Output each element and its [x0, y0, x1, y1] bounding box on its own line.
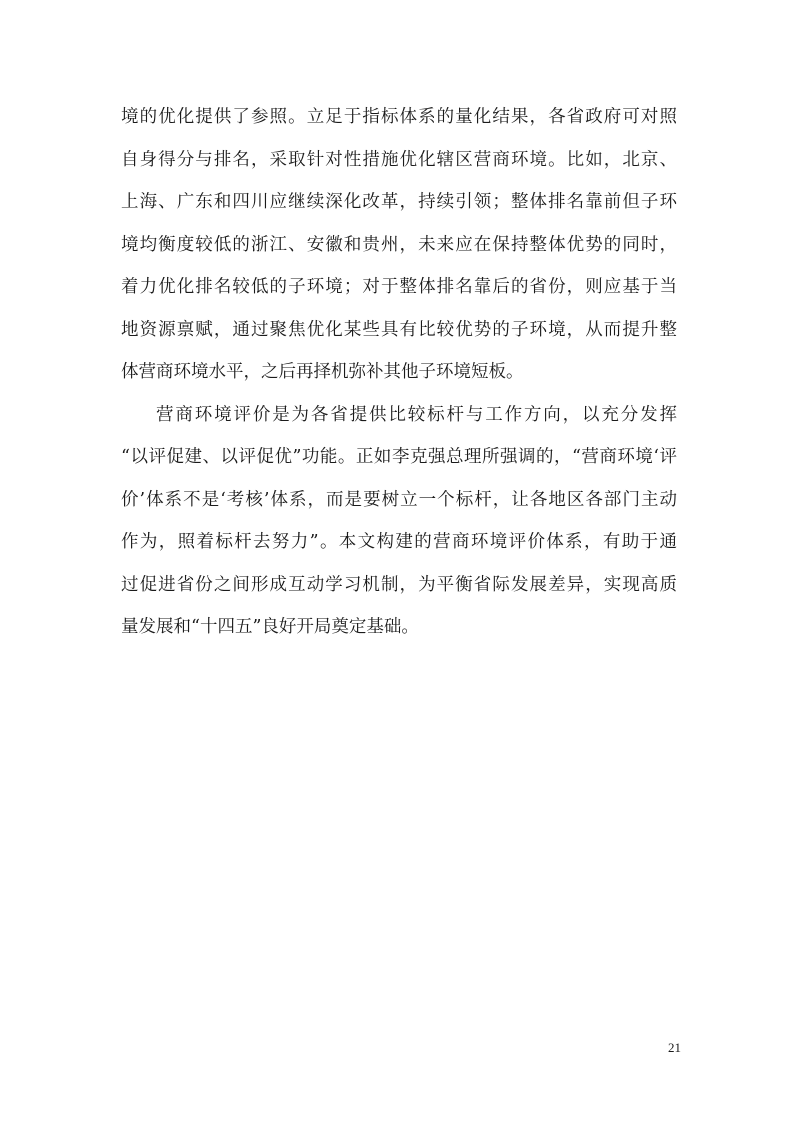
text-line: 着力优化排名较低的子环境；对于整体排名靠后的省份，则应基于当: [121, 277, 677, 297]
text-line: 价’体系不是‘考核’体系，而是要树立一个标杆，让各地区各部门主动: [121, 489, 677, 510]
text-line: 境的优化提供了参照。立足于指标体系的量化结果，各省政府可对照: [121, 107, 677, 127]
text-line: 营商环境评价是为各省提供比较标杆与工作方向，以充分发挥: [156, 404, 677, 425]
text-line: 地资源禀赋，通过聚焦优化某些具有比较优势的子环境，从而提升整: [121, 319, 677, 340]
paragraph-2: [121, 394, 677, 649]
paragraph-1: [121, 96, 677, 394]
text-line: 上海、广东和四川应继续深化改革，持续引领；整体排名靠前但子环: [121, 192, 677, 212]
text-line: “以评促建、以评促优”功能。正如李克强总理所强调的，“营商环境‘评: [121, 447, 677, 467]
text-line: 过促进省份之间形成互动学习机制，为平衡省际发展差异，实现高质: [121, 574, 677, 595]
text-line: 自身得分与排名，采取针对性措施优化辖区营商环境。比如，北京、: [121, 149, 677, 170]
body-text: [121, 96, 677, 649]
text-line: 量发展和“十四五”良好开局奠定基础。: [121, 617, 419, 637]
text-line: 作为，照着标杆去努力”。本文构建的营商环境评价体系，有助于通: [121, 532, 677, 552]
text-line: 境均衡度较低的浙江、安徽和贵州，未来应在保持整体优势的同时，: [121, 234, 677, 255]
page-number: 21: [668, 1040, 681, 1055]
text-line: 体营商环境水平，之后再择机弥补其他子环境短板。: [121, 362, 524, 382]
